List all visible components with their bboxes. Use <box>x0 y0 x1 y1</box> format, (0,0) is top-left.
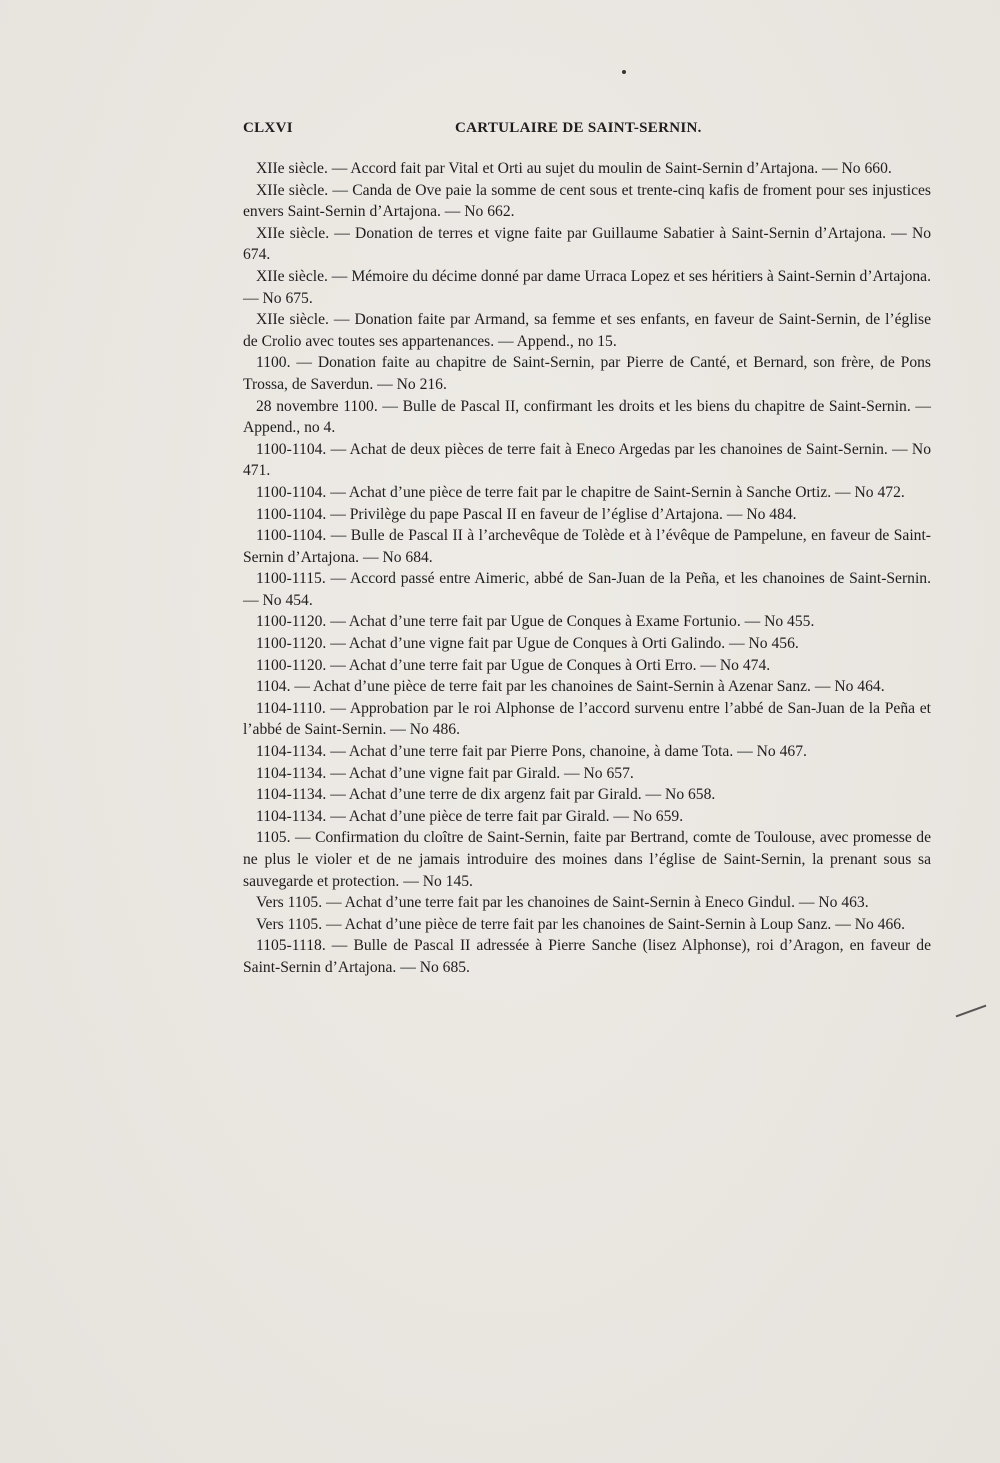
entry-item: 1100-1104. — Achat de deux pièces de terre fait à Eneco Argedas par les chanoines de Saint-Sernin. — No 471. <box>243 440 931 480</box>
page-folio: CLXVI <box>243 120 293 136</box>
entry-item: 28 novembre 1100. — Bulle de Pascal II, confirmant les droits et les biens du chapitre de Saint-Sernin. — Append., no 4. <box>243 397 931 437</box>
entry-item: 1100-1104. — Achat d’une pièce de terre fait par le chapitre de Saint-Sernin à Sanche Ortiz. — No 472. <box>256 483 905 501</box>
entry-item: XIIe siècle. — Canda de Ove paie la somme de cent sous et trente-cinq kafis de froment pour ses injustices envers Saint-Sernin d’Artajona. — No 662. <box>243 181 931 221</box>
entry-item: XIIe siècle. — Mémoire du décime donné par dame Urraca Lopez et ses héritiers à Saint-Sernin d’Artajona. — No 675. <box>243 267 931 307</box>
entries-list <box>243 158 931 979</box>
entry-item: 1100-1120. — Achat d’une terre fait par Ugue de Conques à Exame Fortunio. — No 455. <box>256 613 815 631</box>
entry-item: 1100-1115. — Accord passé entre Aimeric, abbé de San-Juan de la Peña, et les chanoines de Saint-Sernin. — No 454. <box>243 570 931 609</box>
entry-item: 1100. — Donation faite au chapitre de Saint-Sernin, par Pierre de Canté, et Bernard, son frère, de Pons Trossa, de Saverdun. — No 216. <box>243 354 931 393</box>
entry-item: 1105. — Confirmation du cloître de Saint-Sernin, faite par Bertrand, comte de Toulouse, avec promesse de ne plus le violer et de ne jamais introduire des moines dans l’église de Saint-Sernin, la prenant sous sa sauvegarde et protection. — No 145. <box>243 829 931 890</box>
entry-item: 1100-1104. — Bulle de Pascal II à l’archevêque de Tolède et à l’évêque de Pampelune, en faveur de Saint-Sernin d’Artajona. — No 684. <box>243 527 931 566</box>
entry-item: 1100-1104. — Privilège du pape Pascal II en faveur de l’église d’Artajona. — No 484. <box>256 505 797 523</box>
ink-dot <box>622 70 626 74</box>
entry-item: 1100-1120. — Achat d’une vigne fait par Ugue de Conques à Orti Galindo. — No 456. <box>256 635 799 653</box>
entry-item: 1105-1118. — Bulle de Pascal II adressée à Pierre Sanche (lisez Alphonse), roi d’Aragon, en faveur de Saint-Sernin d’Artajona. — No 685. <box>243 937 931 976</box>
running-title: CARTULAIRE DE SAINT-SERNIN. <box>455 120 702 136</box>
entry-item: 1100-1120. — Achat d’une terre fait par Ugue de Conques à Orti Erro. — No 474. <box>256 656 771 674</box>
entry-item: 1104-1134. — Achat d’une pièce de terre fait par Girald. — No 659. <box>256 807 684 825</box>
entry-item: 1104. — Achat d’une pièce de terre fait par les chanoines de Saint-Sernin à Azenar Sanz. — No 464. <box>256 678 885 696</box>
entry-item: Vers 1105. — Achat d’une terre fait par les chanoines de Saint-Sernin à Eneco Gindul. — No 463. <box>256 894 869 912</box>
entry-item: 1104-1134. — Achat d’une terre de dix argenz fait par Girald. — No 658. <box>256 786 716 804</box>
entry-item: XIIe siècle. — Donation de terres et vigne faite par Guillaume Sabatier à Saint-Sernin d’Artajona. — No 674. <box>243 224 931 264</box>
entry-item: Vers 1105. — Achat d’une pièce de terre fait par les chanoines de Saint-Sernin à Loup Sanz. — No 466. <box>256 915 905 933</box>
margin-pen-stroke <box>956 1005 987 1018</box>
entry-item: XIIe siècle. — Donation faite par Armand, sa femme et ses enfants, en faveur de Saint-Sernin, de l’église de Crolio avec toutes ses appartenances. — Append., no 15. <box>243 311 931 350</box>
entry-item: 1104-1110. — Approbation par le roi Alphonse de l’accord survenu entre l’abbé de San-Juan de la Peña et l’abbé de Saint-Sernin. — No 486. <box>243 699 931 739</box>
entry-item: 1104-1134. — Achat d’une vigne fait par Girald. — No 657. <box>256 764 634 782</box>
entry-item: XIIe siècle. — Accord fait par Vital et Orti au sujet du moulin de Saint-Sernin d’Artajona. — No 660. <box>256 160 892 177</box>
entry-item: 1104-1134. — Achat d’une terre fait par Pierre Pons, chanoine, à dame Tota. — No 467. <box>256 743 807 761</box>
running-header <box>243 120 931 146</box>
